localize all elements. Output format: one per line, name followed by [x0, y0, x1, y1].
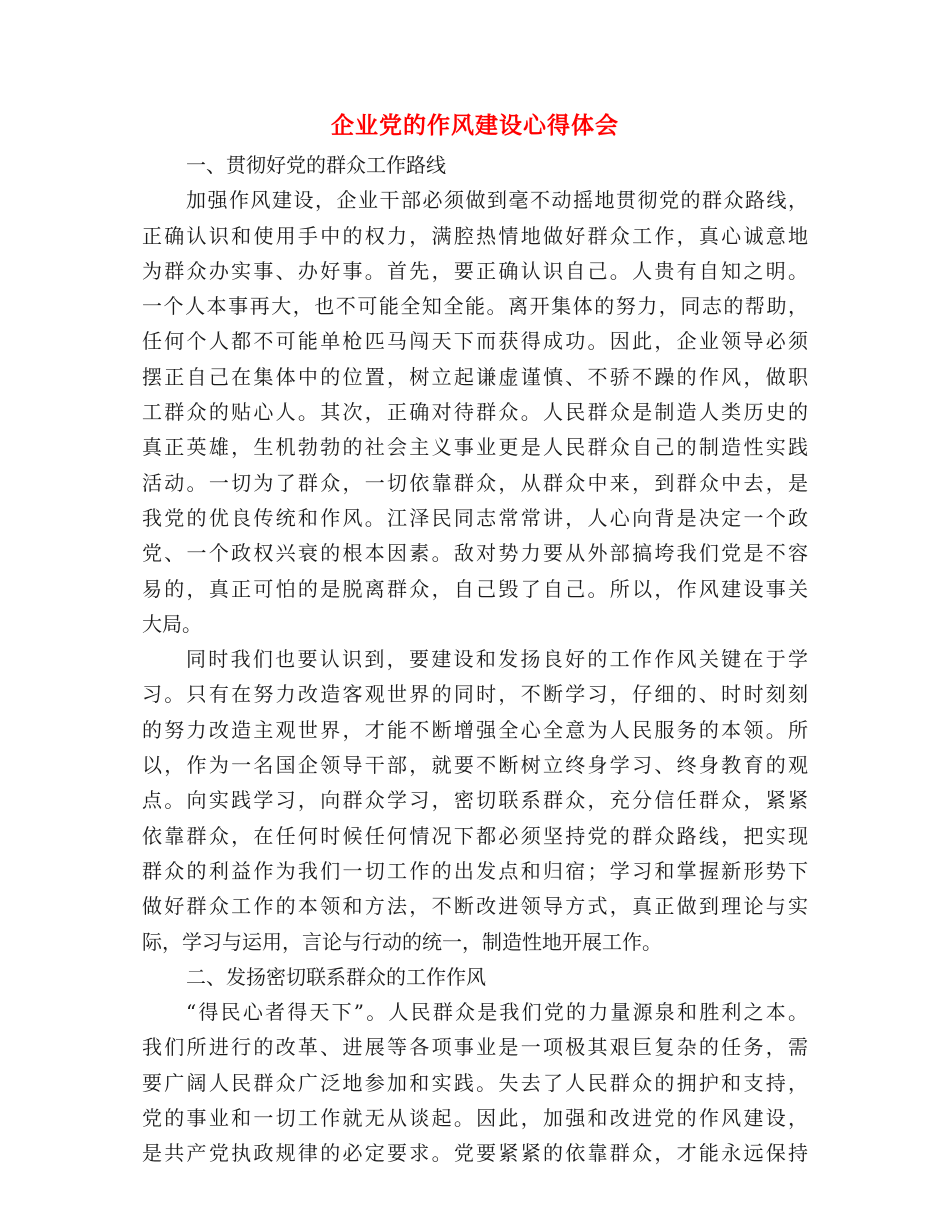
text-line: 党、一个政权兴衰的根本因素。敌对势力要从外部搞垮我们党是不容 [142, 541, 808, 566]
text-line: 摆正自己在集体中的位置，树立起谦虚谨慎、不骄不躁的作风，做职 [142, 364, 808, 389]
text-line: 际，学习与运用，言论与行动的统一，制造性地开展工作。 [142, 929, 662, 954]
text-line: 一、贯彻好党的群众工作路线 [186, 153, 446, 177]
text-line: 活动。一切为了群众，一切依靠群众，从群众中来，到群众中去，是 [142, 470, 808, 495]
text-line: 以，作为一名国企领导干部，就要不断树立终身学习、终身教育的观 [142, 753, 808, 778]
text-line: 要广阔人民群众广泛地参加和实践。失去了人民群众的拥护和支持， [142, 1070, 808, 1095]
text-line: 易的，真正可怕的是脱离群众，自己毁了自己。所以，作风建设事关 [142, 576, 808, 601]
text-line: 的努力改造主观世界，才能不断增强全心全意为人民服务的本领。所 [142, 717, 808, 742]
text-line: “得民心者得天下”。人民群众是我们党的力量源泉和胜利之本。 [186, 1000, 808, 1025]
text-line: 加强作风建设，企业干部必须做到毫不动摇地贯彻党的群众路线， [186, 188, 808, 213]
text-line: 做好群众工作的本领和方法，不断改进领导方式，真正做到理论与实 [142, 894, 808, 919]
text-line: 真正英雄，生机勃勃的社会主义事业更是人民群众自己的制造性实践 [142, 435, 808, 460]
text-line: 同时我们也要认识到，要建设和发扬良好的工作作风关键在于学 [186, 647, 808, 672]
text-line: 大局。 [142, 611, 202, 636]
text-line: 一个人本事再大，也不可能全知全能。离开集体的努力，同志的帮助， [142, 294, 808, 319]
text-line: 群众的利益作为我们一切工作的出发点和归宿；学习和掌握新形势下 [142, 858, 808, 883]
text-line: 任何个人都不可能单枪匹马闯天下而获得成功。因此，企业领导必须 [142, 329, 808, 354]
document-body [142, 148, 808, 1172]
text-line: 点。向实践学习，向群众学习，密切联系群众，充分信任群众，紧紧 [142, 788, 808, 813]
text-line: 是共产党执政规律的必定要求。党要紧紧的依靠群众，才能永远保持 [142, 1141, 808, 1166]
text-line: 党的事业和一切工作就无从谈起。因此，加强和改进党的作风建设， [142, 1106, 808, 1131]
text-line: 为群众办实事、办好事。首先，要正确认识自己。人贵有自知之明。 [142, 258, 808, 283]
text-line: 正确认识和使用手中的权力，满腔热情地做好群众工作，真心诚意地 [142, 223, 808, 248]
text-line: 习。只有在努力改造客观世界的同时，不断学习，仔细的、时时刻刻 [142, 682, 808, 707]
document-title: 企业党的作风建设心得体会 [331, 112, 619, 139]
text-line: 我党的优良传统和作风。江泽民同志常常讲，人心向背是决定一个政 [142, 505, 808, 530]
text-line: 我们所进行的改革、进展等各项事业是一项极其艰巨复杂的任务，需 [142, 1035, 808, 1060]
text-line: 依靠群众，在任何时候任何情况下都必须坚持党的群众路线，把实现 [142, 823, 808, 848]
text-line: 工群众的贴心人。其次，正确对待群众。人民群众是制造人类历史的 [142, 400, 808, 425]
text-line: 二、发扬密切联系群众的工作作风 [186, 964, 486, 989]
